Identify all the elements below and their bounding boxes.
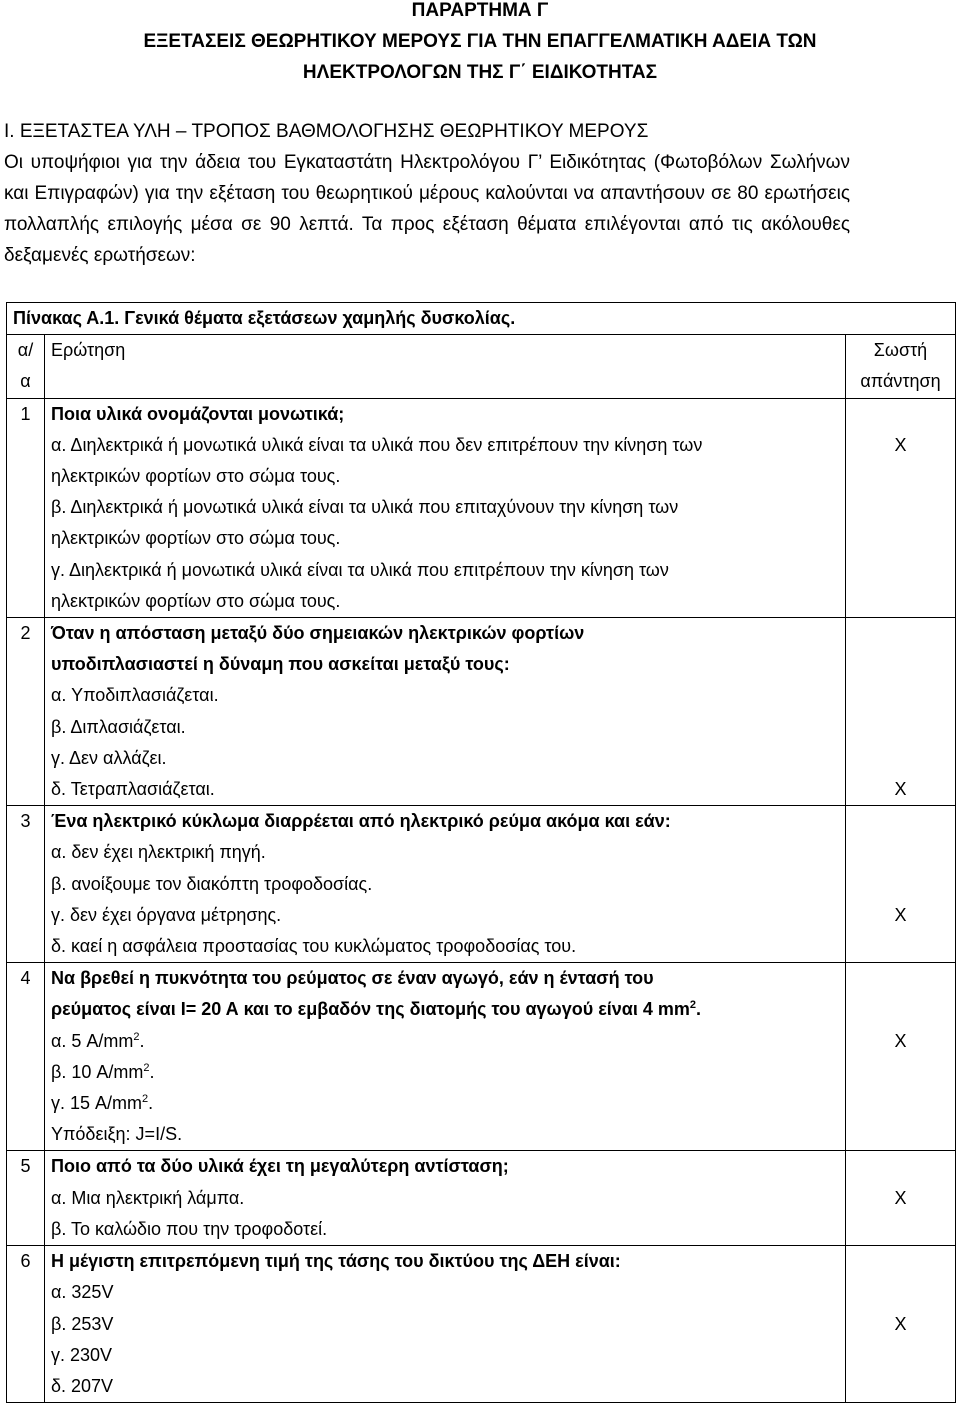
option-line: β. Διηλεκτρικά ή μονωτικά υλικά είναι τα υλικά που επιταχύνουν την κίνηση των (51, 497, 679, 518)
question-cell (45, 963, 846, 1151)
question-cell (45, 806, 846, 963)
question-number: 3 (7, 806, 45, 963)
option-line: ηλεκτρικών φορτίων στο σώμα τους. (51, 466, 341, 487)
question-number: 5 (7, 1151, 45, 1246)
option-line: α. 325V (51, 1282, 114, 1303)
section-title: Ι. ΕΞΕΤΑΣΤΕΑ ΥΛΗ – ΤΡΟΠΟΣ ΒΑΘΜΟΛΟΓΗΣΗΣ ΘΕΩΡΗΤΙΚΟΥ ΜΕΡΟΥΣ (4, 121, 649, 142)
option-line: β. 253V (51, 1313, 114, 1334)
option-line: ηλεκτρικών φορτίων στο σώμα τους. (51, 528, 341, 549)
option-line: γ. 230V (51, 1344, 113, 1365)
header-answer (846, 335, 956, 398)
hint-line: Υπόδειξη: J=I/S. (51, 1124, 183, 1145)
document-title-line-2: ΗΛΕΚΤΡΟΛΟΓΩΝ ΤΗΣ Γ΄ ΕΙΔΙΚΟΤΗΤΑΣ (302, 62, 658, 83)
intro-paragraph (4, 147, 850, 271)
correct-mark: Χ (894, 1313, 907, 1334)
intro-text: Οι υποψήφιοι για την άδεια του Εγκαταστάτη Ηλεκτρολόγου Γ’ Ειδικότητας (Φωτοβόλων Σωλήνων και Επιγραφών) για την εξέταση του θεωρητικού μέρους καλούνται να απαντήσουν σε 80 ερωτήσεις πολλαπλής επιλογής μέσα σε 90 λεπτά. Τα προς εξέταση θέματα επιλέγονται από τις ακόλουθες δεξαμενές ερωτήσεων: (4, 152, 850, 266)
question-text: Ποια υλικά ονομάζονται μονωτικά; (51, 403, 345, 424)
table-row (7, 618, 956, 806)
question-text: Ποιο από τα δύο υλικά έχει τη μεγαλύτερη αντίσταση; (51, 1156, 509, 1177)
option-line: β. 10 $A/mm^2$. (51, 1061, 155, 1082)
answer-cell (846, 398, 956, 617)
table-row (7, 963, 956, 1151)
option-line: β. ανοίξουμε τον διακόπτη τροφοδοσίας. (51, 873, 373, 894)
question-text-line-2: ρεύματος είναι Ι= 20 Α και το εμβαδόν της διατομής του αγωγού είναι 4 $mm^2$. (51, 999, 701, 1020)
option-line: α. 5 $A/mm^2$. (51, 1030, 145, 1051)
header-answer-line-2: απάντηση (860, 371, 941, 392)
question-text: Όταν η απόσταση μεταξύ δύο σημειακών ηλεκτρικών φορτίων (51, 623, 585, 644)
table-row (7, 398, 956, 617)
option-line: α. Μια ηλεκτρική λάμπα. (51, 1187, 245, 1208)
table-row (7, 806, 956, 963)
header-question: Ερώτηση (45, 335, 846, 398)
option-line: γ. Δεν αλλάζει. (51, 747, 167, 768)
question-cell (45, 618, 846, 806)
table-row (7, 1246, 956, 1403)
question-number: 6 (7, 1246, 45, 1403)
question-text: Η μέγιστη επιτρεπόμενη τιμή της τάσης του δικτύου της ΔΕΗ είναι: (51, 1251, 621, 1272)
question-text: Ένα ηλεκτρικό κύκλωμα διαρρέεται από ηλεκτρικό ρεύμα ακόμα και εάν: (51, 811, 671, 832)
option-line: γ. Διηλεκτρικά ή μονωτικά υλικά είναι τα υλικά που επιτρέπουν την κίνηση των (51, 559, 669, 580)
question-number: 4 (7, 963, 45, 1151)
document-title-line-1: ΕΞΕΤΑΣΕΙΣ ΘΕΩΡΗΤΙΚΟΥ ΜΕΡΟΥΣ ΓΙΑ ΤΗΝ ΕΠΑΓΓΕΛΜΑΤΙΚΗ ΑΔΕΙΑ ΤΩΝ (143, 31, 817, 52)
option-line: α. δεν έχει ηλεκτρική πηγή. (51, 842, 266, 863)
correct-mark: Χ (894, 1030, 907, 1051)
option-line: β. Το καλώδιο που την τροφοδοτεί. (51, 1218, 328, 1239)
answer-cell (846, 618, 956, 806)
question-cell (45, 1246, 846, 1403)
table-row (7, 1151, 956, 1246)
questions-table (6, 302, 956, 1403)
appendix-title: ΠΑΡΑΡΤΗΜΑ Γ (411, 0, 549, 21)
answer-cell (846, 806, 956, 963)
option-line: δ. καεί η ασφάλεια προστασίας του κυκλώματος τροφοδοσίας του. (51, 936, 577, 957)
option-line: ηλεκτρικών φορτίων στο σώμα τους. (51, 590, 341, 611)
table-header-row (7, 335, 956, 398)
question-number: 1 (7, 398, 45, 617)
option-line: γ. δεν έχει όργανα μέτρησης. (51, 904, 282, 925)
option-line: δ. 207V (51, 1375, 114, 1396)
correct-mark: Χ (894, 434, 907, 455)
header-answer-line-1: Σωστή (873, 340, 928, 361)
option-line: δ. Τετραπλασιάζεται. (51, 779, 215, 800)
option-line: γ. 15 $A/mm^2$. (51, 1093, 154, 1114)
table-caption-row (7, 303, 956, 335)
question-text: υποδιπλασιαστεί η δύναμη που ασκείται μεταξύ τους: (51, 654, 510, 675)
answer-cell (846, 1246, 956, 1403)
header-number: α/α (7, 335, 45, 398)
correct-mark: Χ (894, 904, 907, 925)
option-line: α. Διηλεκτρικά ή μονωτικά υλικά είναι τα υλικά που δεν επιτρέπουν την κίνηση των (51, 434, 703, 455)
question-cell (45, 1151, 846, 1246)
question-cell (45, 398, 846, 617)
table-caption: Πίνακας Α.1. Γενικά θέματα εξετάσεων χαμηλής δυσκολίας. (7, 303, 956, 335)
option-line: α. Υποδιπλασιάζεται. (51, 685, 219, 706)
question-number: 2 (7, 618, 45, 806)
correct-mark: Χ (894, 779, 907, 800)
option-line: β. Διπλασιάζεται. (51, 716, 186, 737)
answer-cell (846, 1151, 956, 1246)
answer-cell (846, 963, 956, 1151)
correct-mark: Χ (894, 1187, 907, 1208)
question-text: Να βρεθεί η πυκνότητα του ρεύματος σε έναν αγωγό, εάν η έντασή του (51, 968, 654, 989)
